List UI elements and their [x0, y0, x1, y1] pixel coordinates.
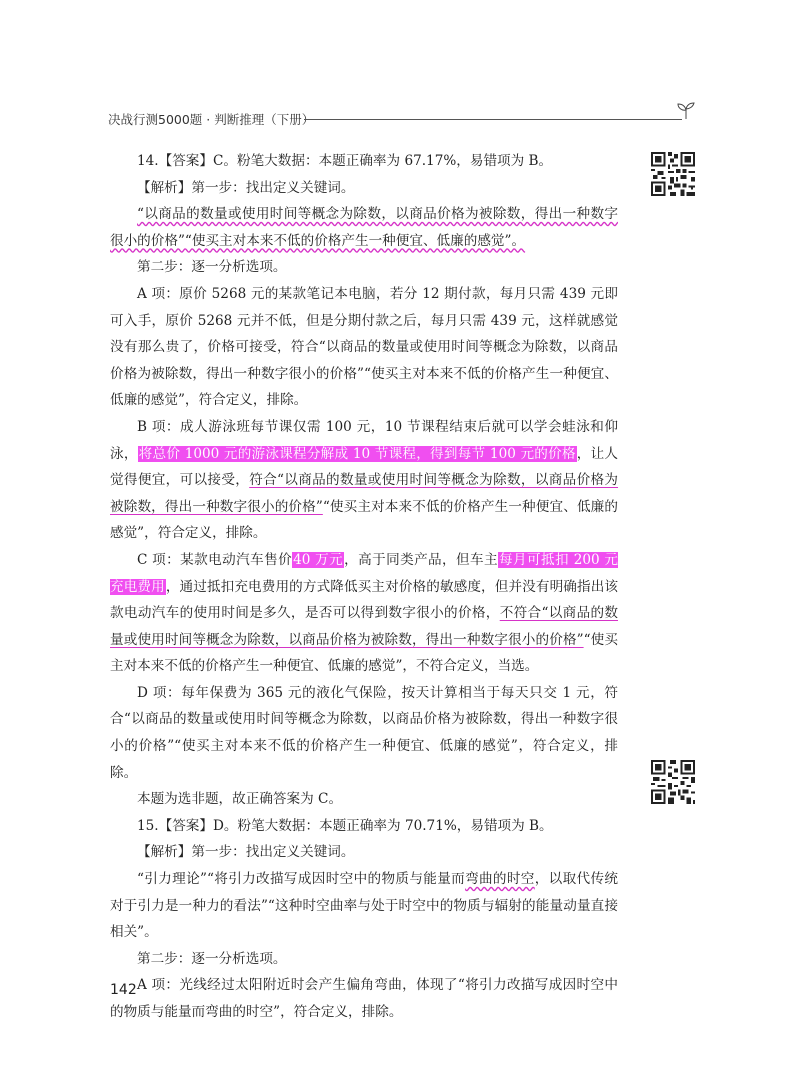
- book-title: 决战行测5000题 · 判断推理（下册）: [108, 112, 315, 127]
- step2-q15: 第二步：逐一分析选项。: [137, 950, 287, 967]
- option-b-q14: B 项：成人游泳班每节课仅需 100 元，10 节课程结束后就可以学会蛙泳和仰泳，将总价 1000 元的游泳课程分解成 10 节课程，得到每节 100 元的价格，让人觉得便宜，可以接受，符合“以商品的数量或使用时间等概念为除数，以商品价格为被除数，得出一种数字很小的价格”“使买主对本来不低的价格产生一种便宜、低廉的感觉”，符合定义，排除。: [110, 418, 619, 542]
- answer-label: 【答案】: [158, 153, 213, 169]
- header-rule: [304, 119, 682, 120]
- underline: 符合“以商品的数量或使用时间等概念为除数，以商品价格为被除数，得出一种数字很小的价格”: [110, 472, 619, 515]
- answer-line-q14: 14.【答案】C。粉笔大数据：本题正确率为 67.17%，易错项为 B。: [137, 153, 553, 169]
- analysis-label: 【解析】: [137, 844, 192, 861]
- qr-code-icon[interactable]: [651, 152, 695, 196]
- wavy-underline: 弯曲的时空: [465, 871, 535, 888]
- article-body: [110, 148, 618, 1026]
- analysis-line-q15: 【解析】第一步：找出定义关键词。: [137, 844, 355, 861]
- definition-q14: “以商品的数量或使用时间等概念为除数，以商品价格为被除数，得出一种数字很小的价格”“使买主对本来不低的价格产生一种便宜、低廉的感觉”。: [110, 206, 618, 249]
- highlight: 每月可抵扣 200 元充电费用: [110, 551, 619, 595]
- option-a-q14: A 项：原价 5268 元的某款笔记本电脑，若分 12 期付款，每月只需 439 元即可入手，原价 5268 元并不低，但是分期付款之后，每月只需 439 元，这样就感觉没有那么贵了，价格可接受，符合“以商品的数量或使用时间等概念为除数，以商品价格为被除数，得出一种数字很小的价格”“使买主对本来不低的价格产生一种便宜、低廉的感觉”，符合定义，排除。: [110, 285, 618, 409]
- leaf-sprout-icon: [676, 102, 696, 120]
- qr-code-icon[interactable]: [651, 760, 695, 804]
- step2-q14: 第二步：逐一分析选项。: [137, 259, 287, 276]
- answer-line-q15: 15.【答案】D。粉笔大数据：本题正确率为 70.71%，易错项为 B。: [137, 817, 553, 834]
- analysis-line-q14: 【解析】第一步：找出定义关键词。: [137, 179, 355, 196]
- running-header: [108, 102, 696, 132]
- underline: 不符合“以商品的数量或使用时间等概念为除数，以商品价格为被除数，得出一种数字很小的价格”: [110, 605, 618, 648]
- definition-q15: “引力理论”“将引力改描写成因时空中的物质与能量而弯曲的时空，以取代传统对于引力是一种力的看法”“这种时空曲率与处于时空中的物质与辐射的能量动量直接相关”。: [110, 871, 618, 941]
- conclusion-q14: 本题为选非题，故正确答案为 C。: [137, 791, 343, 808]
- option-c-q14: C 项：某款电动汽车售价40 万元，高于同类产品，但车主每月可抵扣 200 元充电费用，通过抵扣充电费用的方式降低买主对价格的敏感度，但并没有明确指出该款电动汽车的使用时间是多久，是否可以得到数字很小的价格，不符合“以商品的数量或使用时间等概念为除数，以商品价格为被除数，得出一种数字很小的价格”“使买主对本来不低的价格产生一种便宜、低廉的感觉”，不符合定义，当选。: [110, 551, 619, 675]
- page-number: 142: [110, 982, 137, 998]
- option-a-q15: A 项：光线经过太阳附近时会产生偏角弯曲，体现了“将引力改描写成因时空中的物质与能量而弯曲的时空”，符合定义，排除。: [110, 977, 618, 1020]
- highlight: 40 万元: [293, 551, 344, 568]
- highlight: 将总价 1000 元的游泳课程分解成 10 节课程，得到每节 100 元的价格: [138, 445, 576, 462]
- analysis-label: 【解析】: [137, 179, 192, 196]
- answer-label: 【答案】: [158, 817, 213, 834]
- option-d-q14: D 项：每年保费为 365 元的液化气保险，按天计算相当于每天只交 1 元，符合“以商品的数量或使用时间等概念为除数，以商品价格为被除数，得出一种数字很小的价格”“使买主对本来不低的价格产生一种便宜、低廉的感觉”，符合定义，排除。: [110, 684, 618, 781]
